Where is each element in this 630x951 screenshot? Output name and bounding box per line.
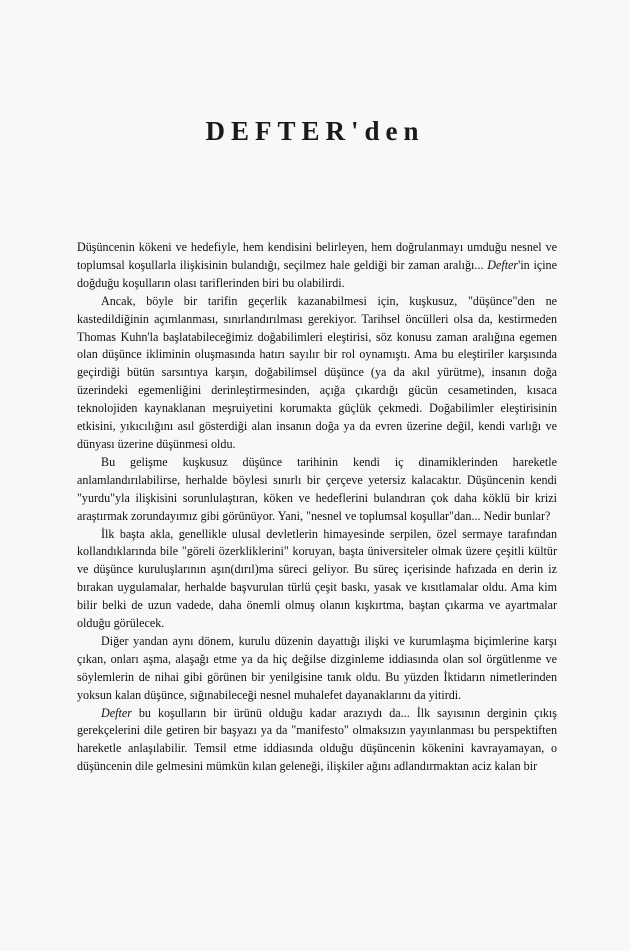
journal-name-italic: Defter [101,705,132,720]
paragraph-4: İlk başta akla, genellikle ulusal devletlerin himayesinde serpilen, özel sermaye tarafından kollandıklarında bile "göreli özerkliklerini" koruyan, başta üniversiteler olmak üzere çeşitli kültür ve düşünce kuruluşlarının aşın(dırıl)ma süreci geliyor. Bu süreç içerisinde hafızada en derin iz bırakan uygulamalar, herhalde başvurulan türlü çeşit baskı, yasak ve kısıtlamalar oldu. Ama kim bilir belki de uzun vadede, daha önemli olmuş olanın kışkırtma, baştan çıkarma ve ayartmalar olduğu görülecek. [77,526,557,631]
paragraph-5: Diğer yandan aynı dönem, kurulu düzenin dayattığı ilişki ve kurumlaşma biçimlerine karşı çıkan, onları aşma, alaşağı etme ya da hiç değilse dizginleme iddiasında olan sol örgütlenme ve söylemlerin de nihai gibi görünen bir yenilgisine tanık oldu. Bu yüzden İktidarın nimetlerinden yoksun kalan düşünce, sığınabileceği nesnel muhalefet dayanaklarını da yitirdi. [77,633,557,702]
paragraph-6 [77,705,557,777]
paragraph-1-text-b: 'in içine doğduğu koşulların olası tariflerinden biri bu olabilirdi. [77,257,557,290]
page-title: DEFTER'den [205,116,425,146]
journal-name-italic: Defter [487,257,519,272]
paragraph-6-text: bu koşulların bir ürünü olduğu kadar arazıydı da... İlk sayısının derginin çıkış gerekçelerini dile getiren bir başyazı ya da "manifesto" olmaksızın yayınlanması bu perspektiften hareketle anlaşılabilir. Temsil etme iddiasında olduğu düşüncenin kökenini kavrayamayan, o düşüncenin dile gelmesini mümkün kılan geleneği, ilişkiler ağını adlandırmaktan aciz kalan bir [77,705,557,774]
paragraph-3: Bu gelişme kuşkusuz düşünce tarihinin kendi iç dinamiklerinden hareketle anlamlandırılabilirse, herhalde böylesi sınırlı bir çerçeve yetersiz kalacaktır. Düşüncenin kendi "yurdu"yla ilişkisini sorunlulaştıran, köken ve hedeflerini bulandıran çok daha köklü bir krizi araştırmak zorundayımız gibi görünüyor. Yani, "nesnel ve toplumsal koşullar"dan... Nedir bunlar? [77,454,557,523]
paragraph-1 [77,239,557,293]
body-text [77,239,557,776]
paragraph-2: Ancak, böyle bir tarifin geçerlik kazanabilmesi için, kuşkusuz, "düşünce"den ne kastedildiğinin açımlanması, sınırlandırılması gerekiyor. Tarihsel öncülleri olsa da, kestirmeden Thomas Kuhn'la başlatabileceğimiz doğabilimleri eleştirisi, söz konusu zaman aralığına egemen olan düşünce ikliminin oluşmasında hatırı sayılır bir rol oynamıştı. Ama bu eleştiriler karşısında geçirdiği bütün sarsıntıya karşın, doğabilimsel düşünce (ya da akıl yürütme), insanın doğa üzerindeki egemenliğini derinleştirmesinden, açığa çıkardığı gücün cesametinden, kısaca teknolojiden kaynaklanan meşruiyetini korumakta güçlük çekmedi. Doğabilimler eleştirisinin etkisini, yıkıcılığını asıl gösterdiği alan insanın doğa ya da evren üzerine değil, kendi varlığı ve dünyası üzerine düşünmesi oldu. [77,293,557,451]
paragraph-1-text-a: Düşüncenin kökeni ve hedefiyle, hem kendisini belirleyen, hem doğrulanmayı umduğu nesnel ve toplumsal koşullarla ilişkisinin bulandığı, seçilmez hale geldiği bir zaman aralığı... [77,240,557,272]
